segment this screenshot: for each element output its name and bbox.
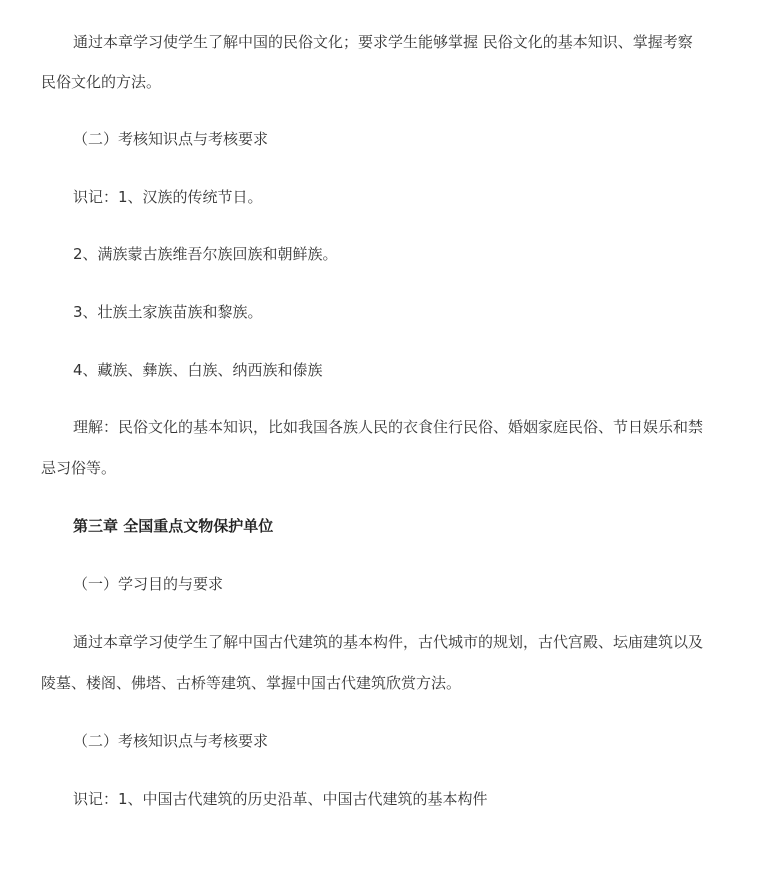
paragraph-line: 理解：民俗文化的基本知识，比如我国各族人民的衣食住行民俗、婚姻家庭民俗、节日娱乐和禁 bbox=[73, 418, 704, 436]
chapter-title: 第三章 全国重点文物保护单位 bbox=[73, 517, 274, 535]
list-item: 4、藏族、彝族、白族、纳西族和傣族 bbox=[73, 361, 323, 379]
section-heading: （一）学习目的与要求 bbox=[73, 575, 224, 593]
list-item: 2、满族蒙古族维吾尔族回族和朝鲜族。 bbox=[73, 245, 338, 263]
paragraph-line: 民俗文化的方法。 bbox=[41, 73, 162, 91]
paragraph-line: 通过本章学习使学生了解中国古代建筑的基本构件，古代城市的规划，古代宫殿、坛庙建筑以及 bbox=[73, 633, 704, 651]
paragraph-line: 识记：1、中国古代建筑的历史沿革、中国古代建筑的基本构件 bbox=[73, 790, 488, 808]
section-heading: （二）考核知识点与考核要求 bbox=[73, 130, 269, 148]
list-item: 3、壮族土家族苗族和黎族。 bbox=[73, 303, 263, 321]
section-heading: （二）考核知识点与考核要求 bbox=[73, 732, 269, 750]
paragraph-line: 识记：1、汉族的传统节日。 bbox=[73, 188, 263, 206]
paragraph-line: 陵墓、楼阁、佛塔、古桥等建筑、掌握中国古代建筑欣赏方法。 bbox=[41, 674, 462, 692]
paragraph-line: 通过本章学习使学生了解中国的民俗文化；要求学生能够掌握 民俗文化的基本知识、掌握考察 bbox=[73, 33, 693, 51]
paragraph-line: 忌习俗等。 bbox=[41, 459, 117, 477]
